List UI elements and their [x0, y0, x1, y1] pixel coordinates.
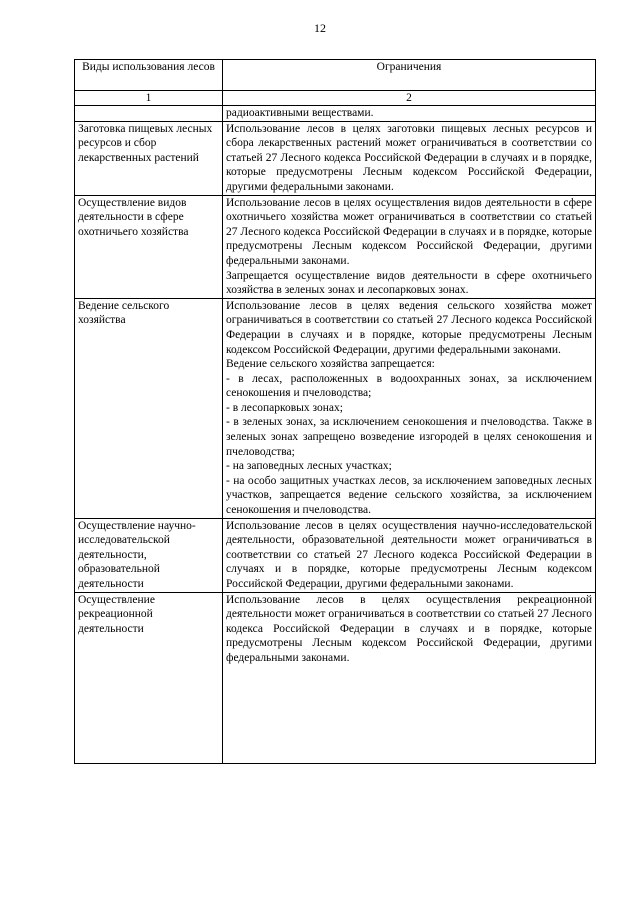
forest-use-type: Ведение сельского хозяйства — [75, 298, 223, 518]
restriction-paragraph: Использование лесов в целях заготовки пищевых лесных ресурсов и сбора лекарственных растений может ограничиваться в соответствии со статьей 27 Лесного кодекса Российской Федерации в случаях и в порядке, которые предусмотрены Лесным кодексом Российской Федерации, другими федеральными законами. — [226, 122, 592, 193]
continuation-text: радиоактивными веществами. — [223, 106, 596, 122]
restriction-cell — [223, 121, 596, 195]
header-restrictions: Ограничения — [223, 60, 596, 91]
table-row — [75, 195, 596, 298]
header-forest-use-types: Виды использования лесов — [75, 60, 223, 91]
restrictions-table — [74, 59, 596, 764]
continuation-type-cell — [75, 106, 223, 122]
column-number-2: 2 — [223, 91, 596, 106]
table-row — [75, 298, 596, 518]
table-row — [75, 592, 596, 763]
forest-use-type: Осуществление научно-исследовательской деятельности, образовательной деятельности — [75, 518, 223, 592]
restriction-list-item: - на заповедных лесных участках; — [226, 460, 392, 473]
restriction-cell — [223, 518, 596, 592]
restriction-paragraph: Использование лесов в целях осуществления видов деятельности в сфере охотничьего хозяйства может ограничиваться в соответствии со статьей 27 Лесного кодекса Российской Федерации в случаях и в порядке, которые предусмотрены Лесным кодексом Российской Федерации, другими федеральными законами. — [226, 196, 592, 267]
forest-use-type: Заготовка пищевых лесных ресурсов и сбор лекарственных растений — [75, 121, 223, 195]
restriction-paragraph: Запрещается осуществление видов деятельности в сфере охотничьего хозяйства в зеленых зонах и лесопарковых зонах. — [226, 269, 592, 297]
column-number-row — [75, 91, 596, 106]
restriction-list-item: - в зеленых зонах, за исключением сенокошения и пчеловодства. Также в зеленых зонах запрещено возведение изгородей в целях сенокошения и пчеловодства; — [226, 416, 592, 458]
column-number-1: 1 — [75, 91, 223, 106]
restriction-cell — [223, 592, 596, 763]
restriction-list-item: - на особо защитных участках лесов, за исключением заповедных лесных участков, запрещается ведение сельского хозяйства, за исключением сенокошения и пчеловодства. — [226, 474, 592, 517]
table-row — [75, 518, 596, 592]
table-header-row — [75, 60, 596, 91]
table-row-continuation — [75, 106, 596, 122]
restriction-list-item: - в лесопарковых зонах; — [226, 401, 343, 414]
restriction-paragraph: Ведение сельского хозяйства запрещается: — [226, 358, 435, 371]
forest-use-type: Осуществление видов деятельности в сфере охотничьего хозяйства — [75, 195, 223, 298]
table-row — [75, 121, 596, 195]
restriction-paragraph: Использование лесов в целях ведения сельского хозяйства может ограничиваться в соответствии со статьей 27 Лесного кодекса Российской Федерации в случаях и в порядке, которые предусмотрены Лесным кодексом Российской Федерации, другими федеральными законами. — [226, 299, 592, 356]
page-number: 12 — [314, 21, 326, 35]
restriction-paragraph: Использование лесов в целях осуществления научно-исследовательской деятельности, образовательной деятельности может ограничиваться в соответствии со статьей 27 Лесного кодекса Российской Федерации в случаях и в порядке, которые предусмотрены Лесным кодексом Российской Федерации, другими федеральными законами. — [226, 519, 592, 590]
forest-use-type: Осуществление рекреационной деятельности — [75, 592, 223, 763]
restriction-cell — [223, 195, 596, 298]
restriction-cell — [223, 298, 596, 518]
restriction-list-item: - в лесах, расположенных в водоохранных зонах, за исключением сенокошения и пчеловодства; — [226, 372, 592, 400]
restriction-paragraph: Использование лесов в целях осуществления рекреационной деятельности может ограничиваться в соответствии со статьей 27 Лесного кодекса Российской Федерации в случаях и в порядке, которые предусмотрены Лесным кодексом Российской Федерации, другими федеральными законами. — [226, 593, 592, 664]
